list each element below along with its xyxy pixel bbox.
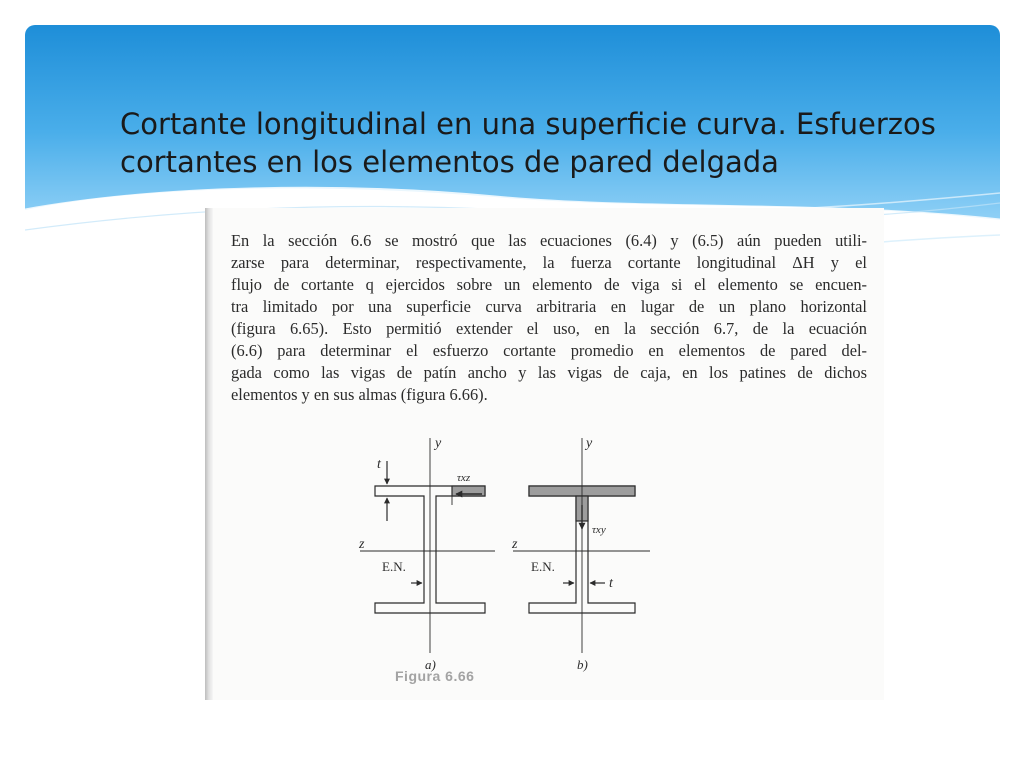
excerpt-line: (6.6) para determinar el esfuerzo cortante promedio en elementos de pared del-	[231, 341, 867, 360]
excerpt-line: elementos y en sus almas (figura 6.66).	[231, 385, 488, 404]
figure-caption: Figura 6.66	[395, 668, 475, 684]
scan-binding-shadow	[205, 208, 213, 700]
axis-label: z	[512, 537, 518, 552]
stress-label: τxy	[592, 524, 606, 536]
stress-label: τxz	[457, 472, 471, 484]
slide	[25, 25, 1000, 743]
excerpt-line: tra limitado por una superficie curva arbitraria en lugar de un plano horizontal	[231, 297, 867, 316]
axis-label: y	[435, 436, 442, 451]
excerpt-line: En la sección 6.6 se mostró que las ecuaciones (6.4) y (6.5) aún pueden utili-	[231, 231, 867, 250]
excerpt-paragraph	[231, 230, 867, 406]
figure-6-66	[355, 433, 715, 673]
excerpt-line: zarse para determinar, respectivamente, la fuerza cortante longitudinal ΔH y el	[231, 253, 867, 272]
thickness-label: t	[609, 576, 613, 591]
scanned-textbook-page	[205, 208, 884, 700]
part-label: b)	[577, 657, 588, 672]
thickness-label: t	[377, 457, 381, 472]
figure-part-a-labels	[358, 436, 471, 672]
excerpt-line: flujo de cortante q ejercidos sobre un elemento de viga si el elemento se encuen-	[231, 275, 867, 294]
figure-part-b	[513, 438, 650, 653]
figure-part-b-labels	[511, 436, 614, 672]
excerpt-line: gada como las vigas de patín ancho y las vigas de caja, en los patines de dichos	[231, 363, 867, 382]
part-label: a)	[425, 657, 436, 672]
neutral-axis-label: E.N.	[382, 559, 406, 574]
axis-label: z	[359, 537, 365, 552]
neutral-axis-label: E.N.	[531, 559, 555, 574]
excerpt-line: (figura 6.65). Esto permitió extender el uso, en la sección 6.7, de la ecuación	[231, 319, 867, 338]
axis-label: y	[586, 436, 593, 451]
slide-title: Cortante longitudinal en una superficie curva. Esfuerzos cortantes en los elementos de pared delgada	[120, 107, 936, 179]
